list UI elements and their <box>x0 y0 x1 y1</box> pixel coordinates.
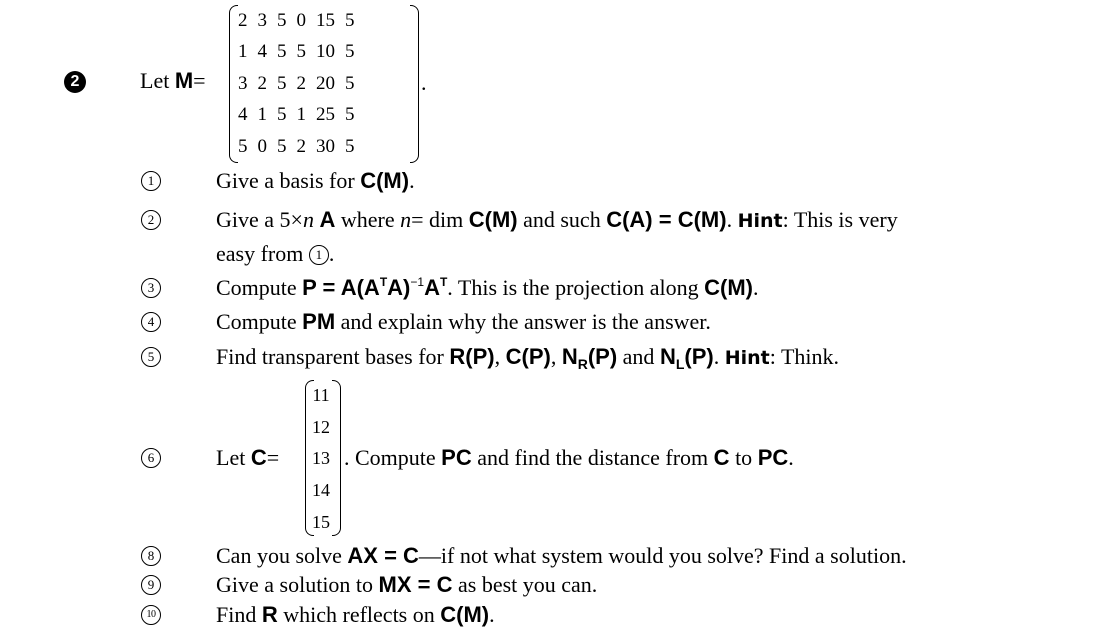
part-2-give: Give a 5 <box>216 207 291 232</box>
vector-cell: 15 <box>312 511 330 532</box>
matrix-cell: 5 <box>345 104 355 126</box>
part-1-suffix: . <box>409 168 415 193</box>
matrix-row <box>233 37 360 69</box>
part-3-suffix: . <box>753 275 759 300</box>
part-2-text <box>216 207 898 233</box>
part-6-eq: = <box>266 445 280 470</box>
part-2-and-such: and such <box>523 207 601 232</box>
vector-cell: 12 <box>312 416 330 437</box>
part-marker-8: 8 <box>141 546 161 566</box>
matrix-cell: 20 <box>316 72 335 94</box>
part-3-formula-c: A <box>424 275 440 300</box>
part-5-period: . <box>713 344 720 369</box>
part-marker-1: 1 <box>141 171 161 191</box>
part-10-find: Find <box>216 602 257 627</box>
matrix-cell: 5 <box>238 135 248 157</box>
part-8-text <box>216 543 907 569</box>
part-9-text <box>216 572 597 598</box>
part-5-nr-end: (P) <box>587 344 618 369</box>
matrix-m-table <box>233 5 360 163</box>
part-3-text <box>216 275 759 301</box>
part-2-n2: n <box>400 207 412 232</box>
matrix-cell: 25 <box>316 104 335 126</box>
part-6-to: to <box>735 445 753 470</box>
matrix-cell: 2 <box>296 72 306 94</box>
matrix-row <box>233 100 360 132</box>
part-4-compute: Compute <box>216 309 297 334</box>
part-marker-10: 10 <box>141 605 161 625</box>
part-marker-5: 5 <box>141 347 161 367</box>
matrix-cell: 5 <box>345 41 355 63</box>
part-4-text <box>216 309 711 335</box>
matrix-cell: 10 <box>316 41 335 63</box>
matrix-cell: 5 <box>296 41 306 63</box>
equals-sign: = <box>193 68 206 93</box>
part-2-continuation <box>216 241 334 267</box>
part-marker-6: 6 <box>141 448 161 468</box>
part-5-nl-sub: L <box>675 356 685 372</box>
part-10-r: R <box>261 602 278 627</box>
part-10-period: . <box>489 602 495 627</box>
part-8-eq: AX = C <box>347 543 419 568</box>
part-marker-2: 2 <box>141 210 161 230</box>
matrix-cell: 1 <box>296 104 306 126</box>
matrix-cell: 5 <box>277 135 287 157</box>
matrix-cell: 3 <box>257 9 267 31</box>
part-marker-4: 4 <box>141 312 161 332</box>
vector-cell: 13 <box>312 448 330 469</box>
part-3-after: . This is the projection along <box>447 275 699 300</box>
part-4-pm: PM <box>302 309 336 334</box>
part-marker-9: 9 <box>141 575 161 595</box>
part-2-period: . <box>726 207 733 232</box>
part-6-let-label: Let <box>216 445 246 470</box>
part-2-ref-marker: 1 <box>309 245 329 265</box>
part-6-pc2: PC <box>757 445 789 470</box>
part-6-let <box>216 445 279 471</box>
part-5-nr <box>561 344 618 372</box>
part-3-cm: C(M) <box>704 275 754 300</box>
part-2-a: A <box>319 207 336 232</box>
part-3-compute: Compute <box>216 275 297 300</box>
part-2-hint-text: : This is very <box>782 207 898 232</box>
part-6-period: . <box>788 445 794 470</box>
matrix-cell: 1 <box>257 104 267 126</box>
part-2-hint: Hint <box>737 210 783 232</box>
matrix-cell: 30 <box>316 135 335 157</box>
vector-row <box>306 443 336 475</box>
part-6-c: C <box>250 445 267 470</box>
matrix-cell: 5 <box>277 41 287 63</box>
vector-cell: 14 <box>312 480 330 501</box>
part-5-hint: Hint <box>724 347 770 369</box>
part-6-c2: C <box>713 445 730 470</box>
part-6-text <box>344 445 794 471</box>
matrix-cell: 5 <box>345 72 355 94</box>
matrix-cell: 1 <box>238 41 248 63</box>
right-bracket <box>410 5 419 163</box>
part-4-rest: and explain why the answer is the answer. <box>340 309 711 334</box>
part-5-comma1: , <box>494 344 501 369</box>
part-6-and-find: and find the distance from <box>477 445 709 470</box>
part-6-compute: . Compute <box>344 445 436 470</box>
part-9-rest: as best you can. <box>458 572 598 597</box>
let-statement <box>140 68 206 94</box>
part-3-formula-a: P = A(A <box>302 275 380 300</box>
part-3-formula <box>302 275 447 300</box>
part-1-text <box>216 168 415 194</box>
vector-cell: 11 <box>312 385 330 406</box>
part-5-nr-n: N <box>561 344 578 369</box>
part-2-where: where <box>340 207 395 232</box>
part-10-cm: C(M) <box>440 602 490 627</box>
part-2-cm: C(M) <box>468 207 518 232</box>
matrix-cell: 15 <box>316 9 335 31</box>
matrix-cell: 4 <box>257 41 267 63</box>
part-5-hint-text: : Think. <box>769 344 840 369</box>
part-6-pc: PC <box>441 445 472 470</box>
part-5-nl-n: N <box>659 344 676 369</box>
part-2-cont-end: . <box>328 241 335 266</box>
matrix-m <box>229 5 419 163</box>
vector-row <box>306 412 336 444</box>
matrix-cell: 5 <box>345 9 355 31</box>
matrix-row <box>233 131 360 163</box>
matrix-row <box>233 68 360 100</box>
let-label: Let <box>140 68 170 93</box>
matrix-cell: 5 <box>345 135 355 157</box>
matrix-cell: 5 <box>277 9 287 31</box>
problem-number-badge: 2 <box>64 71 86 93</box>
part-2-cont: easy from <box>216 241 304 266</box>
matrix-cell: 0 <box>296 9 306 31</box>
matrix-cell: 5 <box>277 104 287 126</box>
part-2-times: × <box>290 207 303 232</box>
matrix-cell: 4 <box>238 104 248 126</box>
vector-row <box>306 475 336 507</box>
part-2-n: n <box>302 207 314 232</box>
part-1-prefix: Give a basis for <box>216 168 355 193</box>
matrix-cell: 2 <box>238 9 248 31</box>
part-3-formula-b: A) <box>387 275 411 300</box>
part-10-text <box>216 602 495 628</box>
part-marker-3: 3 <box>141 278 161 298</box>
part-5-text <box>216 344 839 372</box>
part-2-ca-eq-cm: C(A) = C(M) <box>606 207 727 232</box>
matrix-cell: 0 <box>257 135 267 157</box>
column-vector-table <box>306 380 336 538</box>
part-9-give: Give a solution to <box>216 572 374 597</box>
part-5-comma2: , <box>550 344 557 369</box>
matrix-period: . <box>421 70 427 95</box>
part-5-and: and <box>622 344 655 369</box>
part-3-t2: T <box>439 275 448 289</box>
part-8-can: Can you solve <box>216 543 342 568</box>
part-5-nl-end: (P) <box>684 344 714 369</box>
part-3-t1: T <box>379 275 388 289</box>
part-2-eqdim: = dim <box>411 207 464 232</box>
part-5-nr-sub: R <box>577 356 588 372</box>
part-8-rest: —if not what system would you solve? Find a solution. <box>418 543 907 568</box>
part-5-find: Find transparent bases for <box>216 344 444 369</box>
part-5-rp: R(P) <box>449 344 495 369</box>
part-5-cp: C(P) <box>505 344 551 369</box>
part-1-cm: C(M) <box>360 168 410 193</box>
part-3-inv: −1 <box>410 275 425 289</box>
matrix-cell: 5 <box>277 72 287 94</box>
matrix-cell: 2 <box>257 72 267 94</box>
matrix-cell: 3 <box>238 72 248 94</box>
vector-row <box>306 506 336 538</box>
part-5-nl <box>659 344 714 372</box>
matrix-cell: 2 <box>296 135 306 157</box>
part-9-eq: MX = C <box>378 572 453 597</box>
matrix-row <box>233 5 360 37</box>
matrix-name: M <box>174 68 194 93</box>
part-10-rest: which reflects on <box>283 602 435 627</box>
vector-row <box>306 380 336 412</box>
column-vector-c <box>305 380 341 536</box>
